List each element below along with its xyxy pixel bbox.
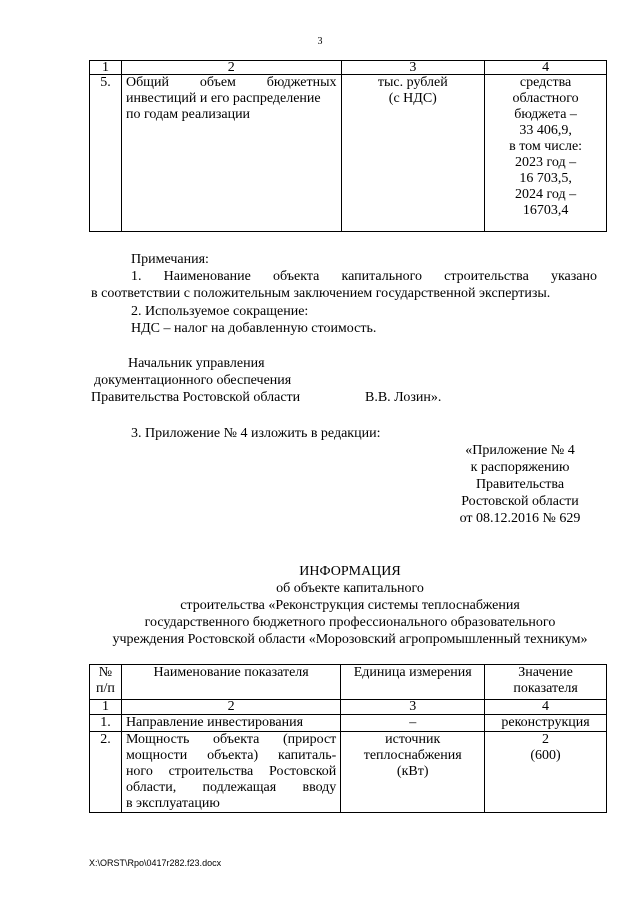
name-line: Мощность объекта (прирост [125, 732, 337, 747]
column-number-row [90, 700, 607, 715]
info-line: строительства «Реконструкция системы теплоснабжения [180, 598, 520, 613]
table-row [90, 75, 607, 232]
value-line: 2024 год – [515, 187, 577, 202]
value-cell [485, 732, 607, 813]
col-name-header: Наименование показателя [121, 665, 340, 700]
file-path-footer: X:\ORST\Rpo\0417r282.f23.docx [89, 858, 222, 868]
appendix-line: Ростовской области [461, 494, 579, 509]
appendix-line: к распоряжению [470, 460, 570, 475]
indicator-name [121, 732, 340, 813]
col-unit-header: Единица измерения [341, 665, 485, 700]
row-number: 2. [90, 732, 122, 813]
appendix-line: «Приложение № 4 [465, 443, 575, 458]
unit-cell [341, 732, 485, 813]
col-3-header: 3 [341, 61, 485, 75]
signature-position-3: Правительства Ростовской области [91, 390, 301, 405]
indicator-table [89, 664, 607, 813]
unit-line: (с НДС) [388, 91, 437, 106]
appendix-line: Правительства [475, 477, 565, 492]
header-line: Значение [518, 665, 573, 680]
info-line: учреждения Ростовской области «Морозовский агропромышленный техникум» [112, 632, 588, 647]
value-cell: реконструкция [485, 715, 607, 732]
value-line: бюджета – [514, 107, 577, 122]
indicator-name [121, 75, 341, 232]
signatory-name: В.В. Лозин». [365, 390, 442, 405]
value-line: 33 406,9, [519, 123, 572, 138]
table-header-row [90, 665, 607, 700]
info-block [60, 563, 640, 648]
name-line: мощности объекта) капиталь- [125, 748, 337, 763]
name-line: области, подлежащая вводу [125, 780, 337, 795]
name-line: инвестиций и его распределение [125, 91, 321, 106]
note-2: 2. Используемое сокращение: [131, 304, 309, 319]
abbreviation: НДС – налог на добавленную стоимость. [131, 321, 377, 336]
unit-cell: – [341, 715, 485, 732]
col-4-header: 4 [485, 61, 607, 75]
value-line: 2023 год – [515, 155, 577, 170]
name-line: Общий объем бюджетных [125, 75, 337, 90]
column-number: 1 [90, 700, 122, 715]
header-line: показателя [513, 681, 578, 696]
column-number: 3 [341, 700, 485, 715]
table-header-row [90, 61, 607, 75]
header-line: № [98, 665, 113, 680]
appendix-header [440, 442, 600, 527]
unit-line: тыс. рублей [377, 75, 448, 90]
col-value-header [485, 665, 607, 700]
name-line: в эксплуатацию [125, 796, 220, 811]
value-line: в том числе: [509, 139, 583, 154]
row-number: 5. [90, 75, 122, 232]
table-row [90, 732, 607, 813]
indicator-name: Направление инвестирования [121, 715, 340, 732]
info-line: государственного бюджетного профессионального образовательного [144, 615, 556, 630]
notes-title: Примечания: [131, 252, 209, 267]
budget-table [89, 60, 607, 232]
value-cell [485, 75, 607, 232]
col-1-header: 1 [90, 61, 122, 75]
name-line: по годам реализации [125, 107, 251, 122]
column-number: 4 [485, 700, 607, 715]
unit-line: источник [385, 732, 441, 747]
col-num-header [90, 665, 122, 700]
info-title: ИНФОРМАЦИЯ [299, 564, 401, 579]
table-row [90, 715, 607, 732]
unit-line: (кВт) [396, 764, 429, 779]
appendix-line: от 08.12.2016 № 629 [459, 511, 581, 526]
signature-position-2: документационного обеспечения [94, 373, 292, 388]
signature-position-1: Начальник управления [128, 356, 265, 371]
unit-line: теплоснабжения [363, 748, 462, 763]
unit-cell [341, 75, 485, 232]
note-1-first-line: 1. Наименование объекта капитального строительства указано [131, 269, 597, 284]
name-line: ного строительства Ростовской [125, 764, 337, 779]
note-1-second-line: в соответствии с положительным заключением государственной экспертизы. [91, 286, 551, 301]
header-line: п/п [96, 681, 115, 696]
page-number: 3 [317, 36, 323, 47]
row-number: 1. [90, 715, 122, 732]
value-line: 16703,4 [522, 203, 569, 218]
value-line: (600) [530, 748, 561, 763]
col-2-header: 2 [121, 61, 341, 75]
value-line: средства [519, 75, 572, 90]
value-line: областного [512, 91, 579, 106]
info-line: об объекте капитального [276, 581, 424, 596]
value-line: 16 703,5, [519, 171, 572, 186]
value-line: 2 [542, 732, 550, 747]
column-number: 2 [121, 700, 340, 715]
item-3: 3. Приложение № 4 изложить в редакции: [131, 426, 381, 441]
